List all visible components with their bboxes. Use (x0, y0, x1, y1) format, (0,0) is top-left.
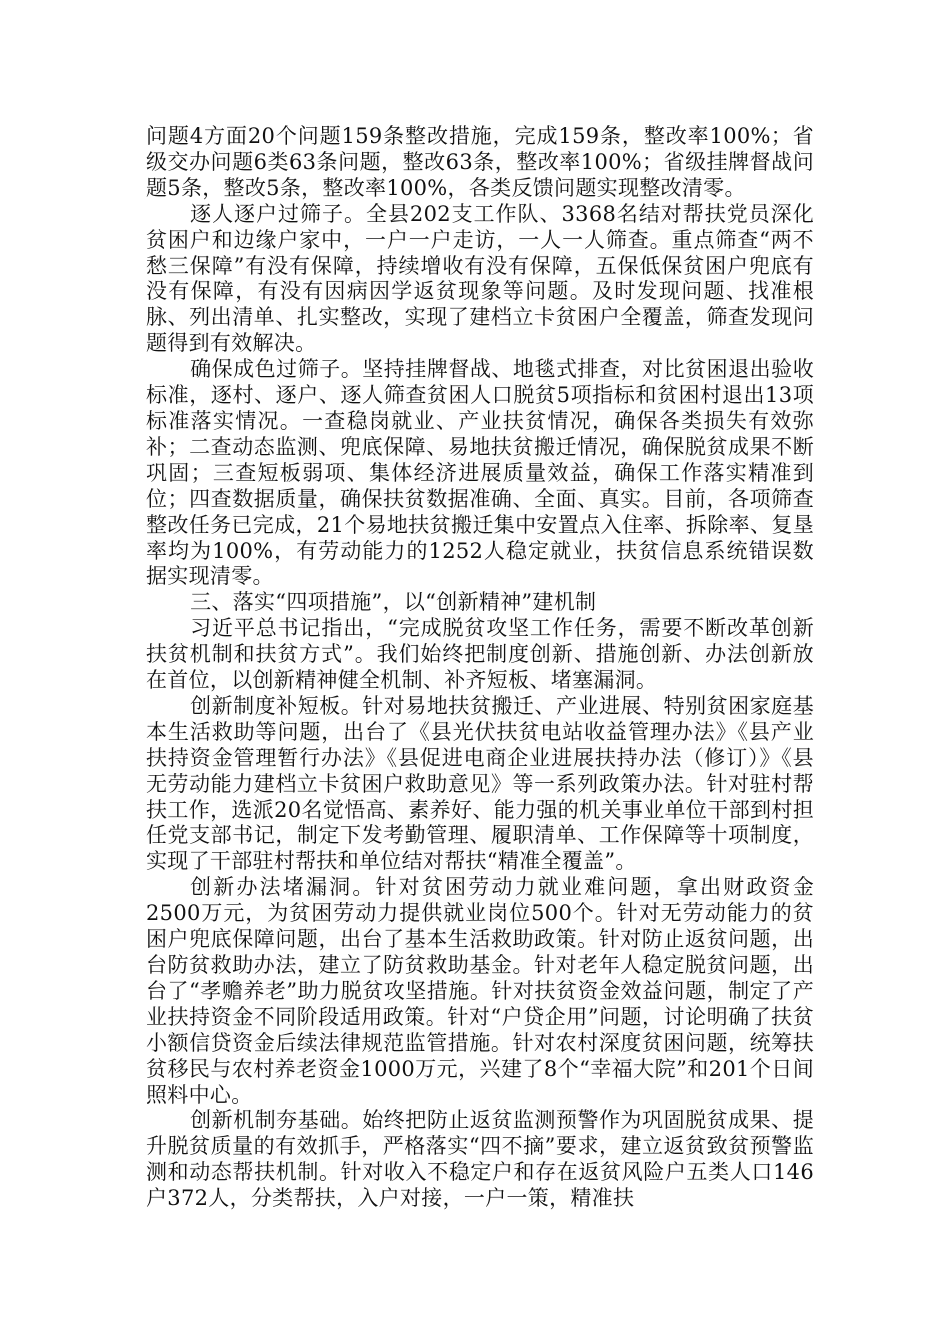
paragraph-method-innovation: 创新办法堵漏洞。针对贫困劳动力就业难问题，拿出财政资金2500万元，为贫困劳动力提供就业岗位500个。针对无劳动能力的贫困户兜底保障问题，出台了基本生活救助政策。针对防止返贫问题，出台防贫救助办法，建立了防贫救助基金。针对老年人稳定脱贫问题，出台了“孝赡养老”助力脱贫攻坚措施。针对扶贫资金效益问题，制定了产业扶持资金不同阶段适用政策。针对“户贷企用”问题，讨论明确了扶贫小额信贷资金后续法律规范监管措施。针对农村深度贫困问题，统筹扶贫移民与农村养老资金1000万元，兴建了8个“幸福大院”和201个日间照料中心。 (146, 875, 814, 1107)
paragraph-rectification-results: 问题4方面20个问题159条整改措施，完成159条，整改率100%；省级交办问题6类63条问题，整改63条，整改率100%；省级挂牌督战问题5条，整改5条，整改率100%，各类反馈问题实现整改清零。 (146, 124, 814, 200)
paragraph-system-innovation: 创新制度补短板。针对易地扶贫搬迁、产业进展、特别贫困家庭基本生活救助等问题，出台了《县光伏扶贫电站收益管理办法》《县产业扶持资金管理暂行办法》《县促进电商企业进展扶持办法（修订）》《县无劳动能力建档立卡贫困户救助意见》等一系列政策办法。针对驻村帮扶工作，选派20名觉悟高、素养好、能力强的机关事业单位干部到村担任党支部书记，制定下发考勤管理、履职清单、工作保障等十项制度，实现了干部驻村帮扶和单位结对帮扶“精准全覆盖”。 (146, 693, 814, 874)
document-body (146, 124, 814, 1212)
paragraph-household-screening: 逐人逐户过筛子。全县202支工作队、3368名结对帮扶党员深化贫困户和边缘户家中，一户一户走访，一人一人筛查。重点筛查“两不愁三保障”有没有保障，持续增收有没有保障，五保低保贫困户兜底有没有保障，有没有因病因学返贫现象等问题。及时发现问题、找准根脉、列出清单、扎实整改，实现了建档立卡贫困户全覆盖，筛查发现问题得到有效解决。 (146, 201, 814, 356)
paragraph-quote: 习近平总书记指出，“完成脱贫攻坚工作任务，需要不断改革创新扶贫机制和扶贫方式”。我们始终把制度创新、措施创新、办法创新放在首位，以创新精神健全机制、补齐短板、堵塞漏洞。 (146, 616, 814, 693)
paragraph-quality-screening: 确保成色过筛子。坚持挂牌督战、地毯式排查，对比贫困退出验收标准，逐村、逐户、逐人筛查贫困人口脱贫5项指标和贫困村退出13项标准落实情况。一查稳岗就业、产业扶贫情况，确保各类损失有效弥补；二查动态监测、兜底保障、易地扶贫搬迁情况，确保脱贫成果不断巩固；三查短板弱项、集体经济进展质量效益，确保工作落实精准到位；四查数据质量，确保扶贫数据准确、全面、真实。目前，各项筛查整改任务已完成，21个易地扶贫搬迁集中安置点入住率、拆除率、复垦率均为100%，有劳动能力的1252人稳定就业，扶贫信息系统错误数据实现清零。 (146, 357, 814, 589)
section-heading-innovation: 三、落实“四项措施”，以“创新精神”建机制 (190, 590, 597, 615)
paragraph-mechanism-innovation: 创新机制夯基础。始终把防止返贫监测预警作为巩固脱贫成果、提升脱贫质量的有效抓手，严格落实“四不摘”要求，建立返贫致贫预警监测和动态帮扶机制。针对收入不稳定户和存在返贫风险户五类人口146户372人，分类帮扶，入户对接，一户一策，精准扶 (146, 1108, 814, 1211)
